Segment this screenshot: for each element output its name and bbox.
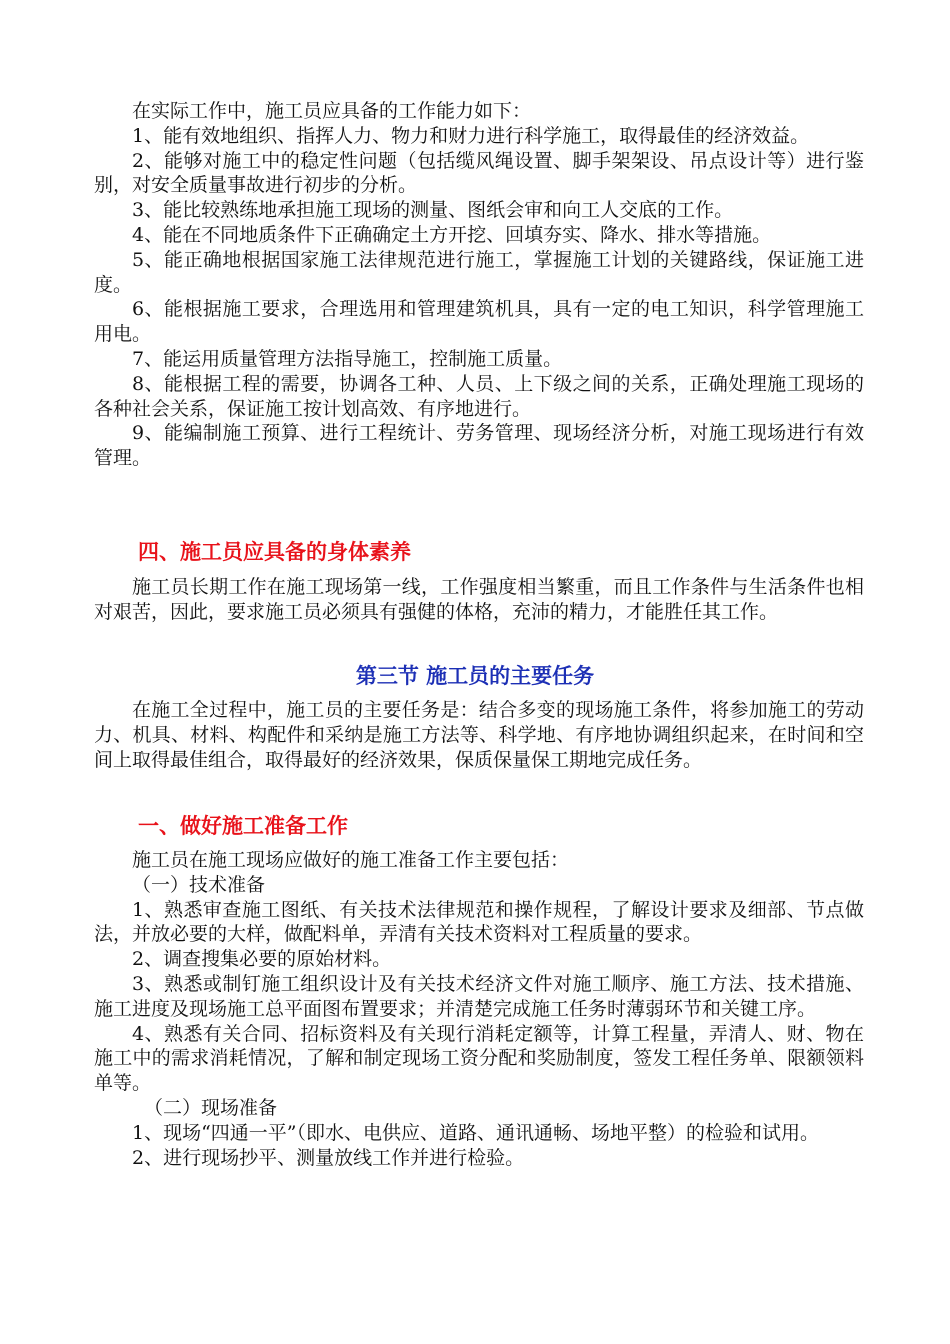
paragraph: 施工员在施工现场应做好的施工准备工作主要包括： [132,849,570,871]
preparation-content [94,848,864,1170]
list-item: 7、能运用质量管理方法指导施工，控制施工质量。 [132,347,563,370]
paragraph: 在实际工作中，施工员应具备的工作能力如下： [132,100,532,122]
list-item: 3、能比较熟练地承担施工现场的测量、图纸会审和向工人交底的工作。 [132,199,734,222]
list-item: 2、能够对施工中的稳定性问题（包括缆风绳设置、脚手架架设、吊点设计等）进行鉴别，对安全质量事故进行初步的分析。 [94,149,864,197]
list-item: 4、能在不同地质条件下正确确定土方开挖、回填夯实、降水、排水等措施。 [132,223,772,246]
list-item: 1、熟悉审查施工图纸、有关技术法律规范和操作规程，了解设计要求及细部、节点做法，并放必要的大样，做配料单，弄清有关技术资料对工程质量的要求。 [94,898,864,946]
section-title: 第三节 施工员的主要任务 [355,663,595,688]
list-item: 2、进行现场抄平、测量放线工作并进行检验。 [132,1146,525,1169]
list-item: 6、能根据施工要求，合理选用和管理建筑机具，具有一定的电工知识，科学管理施工用电。 [94,298,864,346]
subheading: （一）技术准备 [132,873,266,896]
list-item: 5、能正确地根据国家施工法律规范进行施工，掌握施工计划的关键路线，保证施工进度。 [94,248,864,296]
paragraph: 施工员长期工作在施工现场第一线，工作强度相当繁重，而且工作条件与生活条件也相对艰苦，因此，要求施工员必须具有强健的体格，充沛的精力，才能胜任其工作。 [94,576,864,623]
list-item: 9、能编制施工预算、进行工程统计、劳务管理、现场经济分析，对施工现场进行有效管理。 [94,422,864,470]
list-item: 8、能根据工程的需要，协调各工种、人员、上下级之间的关系，正确处理施工现场的各种社会关系，保证施工按计划高效、有序地进行。 [94,372,864,420]
list-item: 1、现场“四通一平”（即水、电供应、道路、通讯通畅、场地平整）的检验和试用。 [132,1121,820,1144]
heading-physical-quality: 四、施工员应具备的身体素养 [138,539,411,564]
section-intro [94,698,864,772]
physical-quality-body [94,575,864,625]
heading-preparation: 一、做好施工准备工作 [138,813,348,838]
list-item: 4、熟悉有关合同、招标资料及有关现行消耗定额等，计算工程量，弄清人、财、物在施工中的需求消耗情况，了解和制定现场工资分配和奖励制度，签发工程任务单、限额领料单等。 [94,1022,864,1095]
abilities-list [94,99,864,471]
list-item: 1、能有效地组织、指挥人力、物力和财力进行科学施工，取得最佳的经济效益。 [132,124,810,147]
subheading: （二）现场准备 [144,1096,278,1119]
list-item: 2、调查搜集必要的原始材料。 [132,948,392,971]
list-item: 3、熟悉或制钉施工组织设计及有关技术经济文件对施工顺序、施工方法、技术措施、施工进度及现场施工总平面图布置要求；并清楚完成施工任务时薄弱环节和关键工序。 [94,972,864,1020]
paragraph: 在施工全过程中，施工员的主要任务是：结合多变的现场施工条件，将参加施工的劳动力、机具、材料、构配件和采纳是施工方法等、科学地、有序地协调组织起来，在时间和空间上取得最佳组合，取得最好的经济效果，保质保量保工期地完成任务。 [94,699,864,771]
